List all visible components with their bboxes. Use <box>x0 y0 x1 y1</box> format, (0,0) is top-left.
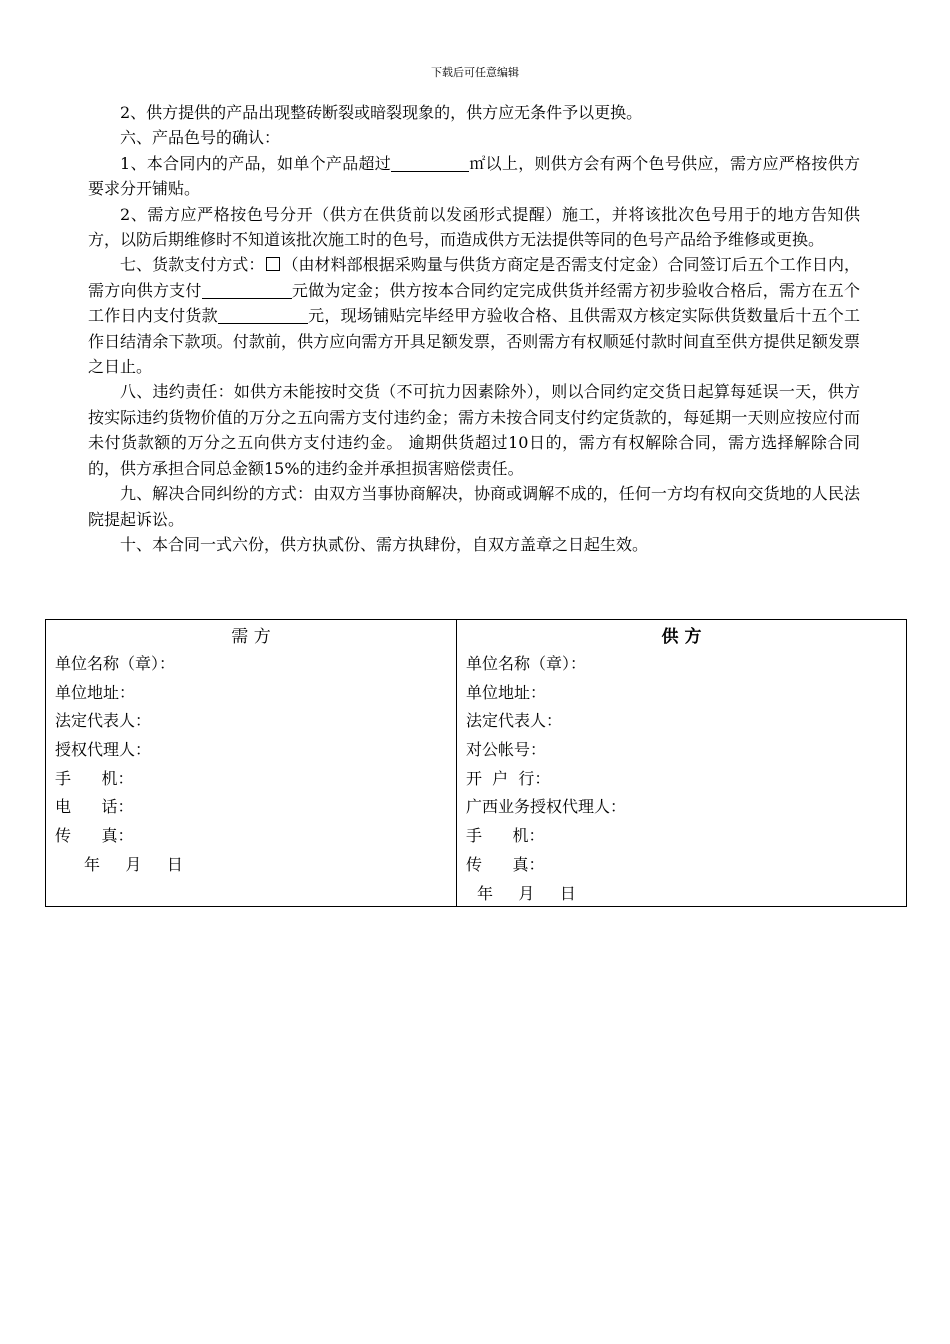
area-blank <box>391 155 469 172</box>
buyer-column <box>46 620 457 906</box>
buyer-legal-rep: 法定代表人： <box>55 711 152 731</box>
buyer-mobile: 手 机： <box>55 768 134 788</box>
buyer-phone: 电 话： <box>55 797 134 817</box>
page-header: 下载后可任意编辑 <box>431 66 519 79</box>
supplier-bank-account: 对公帐号： <box>466 740 547 760</box>
supplier-title: 供 方 <box>661 627 702 647</box>
clause-7-lead: 七、货款支付方式： <box>120 255 265 275</box>
clause-7-part-c: 元做为定金；供方按本合同约定完成供货并经需方初步验收合格后，需方在五个工作日内支付货款 <box>88 280 860 326</box>
contract-body <box>88 100 860 557</box>
supplier-guangxi-agent: 广西业务授权代理人： <box>466 797 627 817</box>
clause-6-1-start: 1、本合同内的产品，如单个产品超过 <box>120 153 392 173</box>
clause-6-heading: 六、产品色号的确认： <box>120 128 281 148</box>
buyer-title: 需 方 <box>231 627 271 647</box>
clause-6-1 <box>88 151 860 202</box>
clause-7 <box>88 252 860 379</box>
clause-5-2: 2、供方提供的产品出现整砖断裂或暗裂现象的，供方应无条件予以更换。 <box>120 103 643 122</box>
clause-7-part-b: （由材料部根据采购量与供货方商定是否需支付定金）合同签订后五个工作日内，需方向供方支付 <box>88 255 860 300</box>
deposit-checkbox <box>266 257 280 271</box>
supplier-column <box>457 620 906 906</box>
clause-8: 八、违约责任：如供方未能按时交货（不可抗力因素除外），则以合同约定交货日起算每延误一天，供方按实际违约货物价值的万分之五向需方支付违约金；需方未按合同支付约定货款的，每延期一天则应按应付而未付货款额的万分之五向供方支付违约金。 逾期供货超过10日的，需方有权解除合同，需方选择解除合同的，供方承担合同总金额15%的违约金并承担损害赔偿责任。 <box>88 382 860 478</box>
buyer-date: 年 月 日 <box>84 854 183 874</box>
supplier-address: 单位地址： <box>466 682 547 702</box>
signature-table <box>45 619 907 907</box>
supplier-fax: 传 真： <box>466 854 545 874</box>
supplier-date: 年 月 日 <box>477 883 576 903</box>
clause-7-part-d: 元，现场铺贴完毕经甲方验收合格、且供需双方核定实际供货数量后十五个工作日结清余下款项。付款前，供方应向需方开具足额发票，否则需方有权顺延付款时间直至供方提供足额发票之日止。 <box>88 306 860 377</box>
supplier-mobile: 手 机： <box>466 826 545 846</box>
clause-6-1-end: ㎡以上，则供方会有两个色号供应，需方应严格按供方要求分开铺贴。 <box>88 153 860 199</box>
buyer-authorized-agent: 授权代理人： <box>55 740 152 760</box>
clause-9: 九、解决合同纠纷的方式：由双方当事协商解决，协商或调解不成的，任何一方均有权向交货地的人民法院提起诉讼。 <box>88 484 860 529</box>
deposit-amount-blank <box>202 282 292 299</box>
payment-amount-blank <box>218 307 308 324</box>
supplier-company-name: 单位名称（章）： <box>466 654 587 673</box>
clause-6-2: 2、需方应严格按色号分开（供方在供货前以发函形式提醒）施工，并将该批次色号用于的地方告知供方，以防后期维修时不知道该批次施工时的色号，而造成供方无法提供等同的色号产品给予维修或更换。 <box>88 204 860 250</box>
buyer-address: 单位地址： <box>55 682 136 702</box>
buyer-company-name: 单位名称（章）： <box>55 654 176 673</box>
supplier-legal-rep: 法定代表人： <box>466 711 563 731</box>
clause-10: 十、本合同一式六份，供方执贰份、需方执肆份，自双方盖章之日起生效。 <box>120 534 649 554</box>
supplier-bank: 开 户 行： <box>466 768 551 788</box>
buyer-fax: 传 真： <box>55 826 134 846</box>
